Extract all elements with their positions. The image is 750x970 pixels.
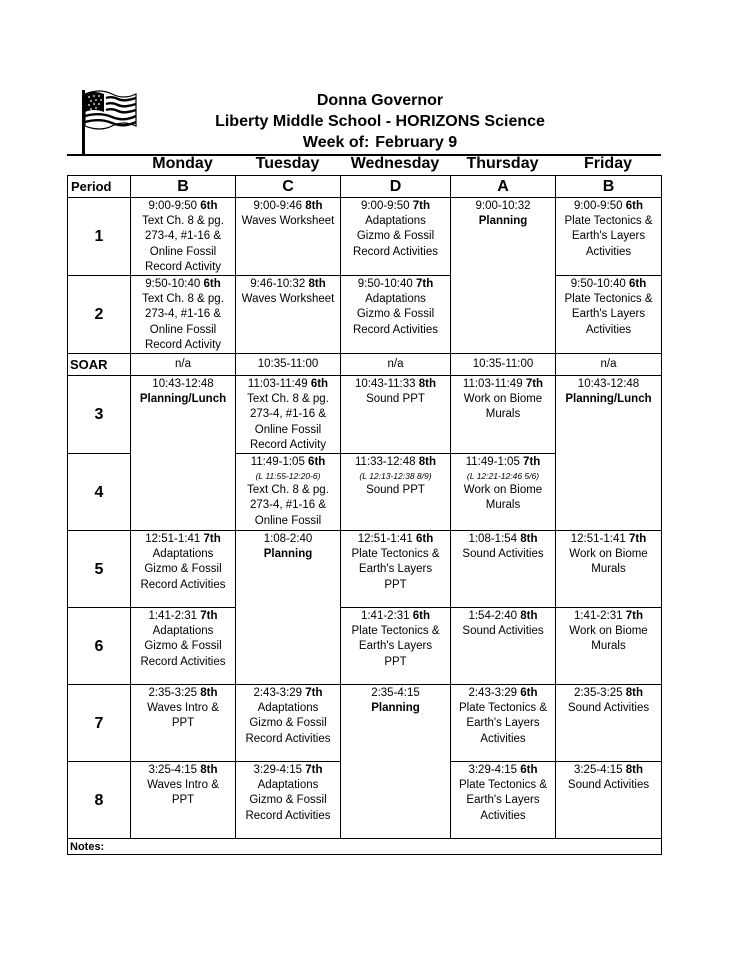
line: Murals: [485, 499, 521, 512]
line: Record Activities: [352, 323, 438, 336]
time: 9:46-10:32: [250, 278, 306, 291]
rotation-thu: A: [451, 176, 556, 198]
line: Record Activities: [352, 245, 438, 258]
time: 9:00-9:50: [360, 200, 410, 212]
grade: 8th: [520, 533, 538, 546]
line: Earth's Layers: [358, 640, 433, 653]
line: Work on Biome: [463, 484, 543, 497]
cell-fri-p2: [556, 276, 662, 354]
cell-mon-p5: [131, 531, 236, 608]
line: Text Ch. 8 & pg.: [247, 393, 329, 406]
grade: 8th: [308, 278, 326, 291]
cell-wed-p4: [341, 454, 451, 531]
week-value: February 9: [375, 134, 458, 151]
cell-tue-p4: [236, 454, 341, 531]
line: Murals: [591, 563, 626, 576]
line: Gizmo & Fossil: [144, 563, 222, 576]
line: Online Fossil: [254, 514, 322, 527]
cell-wed-p6: [341, 608, 451, 685]
time: 11:33-12:48: [355, 456, 416, 469]
period-5-row: [68, 531, 662, 608]
day-header-row: [67, 153, 661, 175]
time: 1:08-2:40: [263, 533, 313, 546]
cell-mon-p1: [131, 198, 236, 276]
line: PPT: [171, 794, 195, 807]
rotation-mon: B: [131, 176, 236, 198]
line: 273-4, #1-16 &: [249, 499, 327, 512]
line: Gizmo & Fossil: [356, 230, 435, 243]
us-flag-icon: [80, 88, 138, 154]
grade: 7th: [628, 533, 647, 546]
line: PPT: [384, 655, 407, 668]
line: Planning/Lunch: [139, 393, 227, 406]
line: Adaptations: [152, 548, 214, 561]
grade: 7th: [415, 278, 434, 291]
grade: 7th: [625, 610, 644, 623]
line: Gizmo & Fossil: [249, 717, 327, 730]
rotation-tue: C: [236, 176, 341, 198]
lunch-note: (L 12:21-12:46 5/6): [466, 471, 540, 482]
cell-fri-p7: [556, 685, 662, 762]
day-wednesday: Wednesday: [350, 155, 440, 172]
grade: 6th: [520, 687, 538, 700]
soar-thu: 10:35-11:00: [451, 354, 556, 376]
time: 12:51-1:41: [357, 533, 413, 546]
time: 1:41-2:31: [573, 610, 623, 623]
line: Record Activities: [140, 655, 226, 668]
line: Earth's Layers: [571, 308, 646, 321]
cell-wed-p3: [341, 376, 451, 454]
line: Earth's Layers: [358, 563, 433, 576]
time: 9:50-10:40: [145, 278, 201, 291]
notes-label: Notes:: [68, 839, 662, 855]
line: 273-4, #1-16 &: [249, 408, 327, 421]
rotation-row: [68, 176, 662, 198]
period-number: 7: [68, 685, 131, 762]
line: Activities: [585, 323, 632, 336]
time: 1:54-2:40: [468, 610, 518, 623]
lunch-note: (L 12:13-12:38 8/9): [359, 471, 432, 482]
line: Gizmo & Fossil: [356, 308, 435, 321]
cell-wed-p7-p8: [341, 685, 451, 839]
time: 2:35-4:15: [371, 687, 420, 700]
soar-row: [68, 354, 662, 376]
grade: 6th: [628, 278, 647, 291]
time: 12:51-1:41: [145, 533, 201, 546]
cell-tue-p5-p6: [236, 531, 341, 685]
cell-thu-p7: [451, 685, 556, 762]
line: Work on Biome: [463, 393, 543, 406]
cell-thu-p1-p2: [451, 198, 556, 354]
time: 2:43-3:29: [468, 687, 518, 700]
line: Record Activity: [144, 338, 222, 351]
grade: 6th: [203, 278, 221, 291]
time: 11:49-1:05: [465, 456, 520, 469]
schedule-table: [67, 175, 662, 855]
time: 2:35-3:25: [148, 687, 198, 700]
cell-tue-p2: [236, 276, 341, 354]
cell-fri-p6: [556, 608, 662, 685]
grade: 6th: [415, 533, 434, 546]
grade: 6th: [412, 610, 431, 623]
cell-fri-p1: [556, 198, 662, 276]
period-number: 2: [68, 276, 131, 354]
line: Gizmo & Fossil: [144, 640, 222, 653]
time: 9:00-9:46: [253, 200, 303, 212]
line: Sound PPT: [366, 393, 425, 406]
cell-tue-p7: [236, 685, 341, 762]
line: Record Activities: [245, 732, 331, 745]
time: 1:08-1:54: [468, 533, 518, 546]
line: Plate Tectonics &: [564, 215, 653, 228]
grade: 8th: [625, 764, 644, 777]
soar-mon: n/a: [131, 354, 236, 376]
week-label: Week of:: [302, 134, 370, 151]
soar-tue: 10:35-11:00: [236, 354, 341, 376]
line: Adaptations: [365, 215, 426, 228]
time: 1:41-2:31: [360, 610, 410, 623]
line: Plate Tectonics &: [564, 293, 653, 306]
period-6-row: [68, 608, 662, 685]
line: Work on Biome: [569, 548, 648, 561]
time: 9:00-9:50: [573, 200, 623, 212]
cell-tue-p3: [236, 376, 341, 454]
time: 12:51-1:41: [570, 533, 626, 546]
line: Sound Activities: [462, 548, 544, 561]
cell-mon-p7: [131, 685, 236, 762]
period-number: 4: [68, 454, 131, 531]
week-line: [150, 134, 610, 152]
line: Text Ch. 8 & pg.: [247, 484, 329, 497]
period-number: 6: [68, 608, 131, 685]
time: 11:03-11:49: [462, 378, 523, 391]
period-2-row: [68, 276, 662, 354]
soar-fri: n/a: [556, 354, 662, 376]
time: 10:43-12:48: [152, 378, 214, 391]
cell-fri-p8: [556, 762, 662, 839]
line: Sound PPT: [366, 484, 425, 497]
line: Online Fossil: [149, 245, 217, 258]
cell-tue-p8: [236, 762, 341, 839]
time: 9:50-10:40: [570, 278, 626, 291]
line: Earth's Layers: [466, 717, 540, 730]
line: Plate Tectonics &: [351, 548, 440, 561]
rotation-wed: D: [341, 176, 451, 198]
time: 9:00-10:32: [475, 200, 531, 212]
time: 10:43-11:33: [355, 378, 416, 391]
grade: 8th: [418, 456, 436, 469]
grade: 7th: [525, 378, 544, 391]
line: Plate Tectonics &: [351, 625, 440, 638]
cell-mon-p2: [131, 276, 236, 354]
cell-thu-p5: [451, 531, 556, 608]
soar-wed: n/a: [341, 354, 451, 376]
grade: 7th: [305, 687, 323, 700]
line: Record Activity: [144, 260, 222, 273]
line: Text Ch. 8 & pg.: [142, 293, 224, 306]
line: Record Activities: [140, 578, 226, 591]
day-tuesday: Tuesday: [255, 155, 320, 172]
line: Activities: [480, 809, 526, 822]
grade: 7th: [200, 610, 218, 623]
line: Waves Intro &: [147, 779, 219, 792]
time: 3:25-4:15: [573, 764, 623, 777]
notes-row: [68, 839, 662, 855]
cell-mon-p6: [131, 608, 236, 685]
period-header: Period: [68, 176, 131, 198]
cell-wed-p2: [341, 276, 451, 354]
time: 11:49-1:05: [250, 456, 305, 469]
line: Planning/Lunch: [565, 393, 652, 406]
line: Record Activities: [245, 809, 331, 822]
grade: 7th: [412, 200, 431, 212]
grade: 6th: [308, 456, 326, 469]
cell-wed-p1: [341, 198, 451, 276]
time: 9:50-10:40: [357, 278, 413, 291]
line: Sound Activities: [462, 625, 544, 638]
grade: 8th: [520, 610, 538, 623]
line: Text Ch. 8 & pg.: [142, 215, 224, 228]
grade: 8th: [200, 764, 218, 777]
cell-mon-p8: [131, 762, 236, 839]
period-7-row: [68, 685, 662, 762]
period-number: 1: [68, 198, 131, 276]
line: Activities: [585, 245, 632, 258]
line: Planning: [478, 215, 528, 228]
period-number: 5: [68, 531, 131, 608]
line: 273-4, #1-16 &: [144, 230, 222, 243]
cell-wed-p5: [341, 531, 451, 608]
period-3-row: [68, 376, 662, 454]
lunch-note: (L 11:55-12:20-6): [255, 471, 321, 482]
time: 10:43-12:48: [577, 378, 640, 391]
cell-thu-p8: [451, 762, 556, 839]
day-monday: Monday: [152, 155, 213, 172]
period-1-row: [68, 198, 662, 276]
line: Plate Tectonics &: [458, 702, 547, 715]
time: 9:00-9:50: [148, 200, 198, 212]
line: Adaptations: [257, 779, 319, 792]
time: 1:41-2:31: [148, 610, 198, 623]
day-friday: Friday: [583, 155, 632, 172]
grade: 7th: [203, 533, 221, 546]
line: Gizmo & Fossil: [249, 794, 327, 807]
grade: 6th: [520, 764, 538, 777]
line: Planning: [371, 702, 420, 715]
line: Waves Worksheet: [241, 293, 335, 306]
grade: 8th: [200, 687, 218, 700]
line: Sound Activities: [567, 779, 650, 792]
rotation-fri: B: [556, 176, 662, 198]
grade: 6th: [200, 200, 218, 212]
line: Waves Intro &: [147, 702, 219, 715]
line: Online Fossil: [254, 423, 322, 436]
line: Murals: [485, 408, 521, 421]
day-thursday: Thursday: [466, 155, 539, 172]
cell-fri-p5: [556, 531, 662, 608]
soar-label: SOAR: [68, 354, 131, 376]
line: Planning: [263, 548, 313, 561]
line: Adaptations: [257, 702, 319, 715]
cell-mon-p3-p4: [131, 376, 236, 531]
time: 2:43-3:29: [253, 687, 303, 700]
grade: 6th: [310, 378, 329, 391]
time: 3:29-4:15: [253, 764, 303, 777]
line: PPT: [171, 717, 195, 730]
school-title: Liberty Middle School - HORIZONS Science: [215, 113, 545, 130]
line: 273-4, #1-16 &: [144, 308, 222, 321]
grade: 8th: [305, 200, 323, 212]
line: Online Fossil: [149, 323, 217, 336]
grade: 7th: [523, 456, 541, 469]
line: Sound Activities: [567, 702, 650, 715]
line: Murals: [591, 640, 626, 653]
line: Earth's Layers: [466, 794, 540, 807]
period-number: 3: [68, 376, 131, 454]
cell-thu-p4: [451, 454, 556, 531]
line: Adaptations: [365, 293, 426, 306]
grade: 8th: [418, 378, 436, 391]
cell-tue-p1: [236, 198, 341, 276]
line: Activities: [480, 732, 526, 745]
grade: 7th: [305, 764, 323, 777]
line: Record Activity: [249, 438, 327, 451]
line: Plate Tectonics &: [458, 779, 547, 792]
time: 3:29-4:15: [468, 764, 518, 777]
time: 3:25-4:15: [148, 764, 198, 777]
cell-thu-p3: [451, 376, 556, 454]
line: PPT: [384, 578, 407, 591]
grade: 6th: [625, 200, 644, 212]
line: Waves Worksheet: [241, 215, 335, 228]
line: Work on Biome: [569, 625, 648, 638]
grade: 8th: [625, 687, 644, 700]
time: 11:03-11:49: [247, 378, 308, 391]
period-number: 8: [68, 762, 131, 839]
time: 2:35-3:25: [573, 687, 623, 700]
line: Adaptations: [152, 625, 214, 638]
cell-thu-p6: [451, 608, 556, 685]
teacher-name: Donna Governor: [316, 92, 444, 109]
cell-fri-p3-p4: [556, 376, 662, 531]
line: Earth's Layers: [571, 230, 646, 243]
